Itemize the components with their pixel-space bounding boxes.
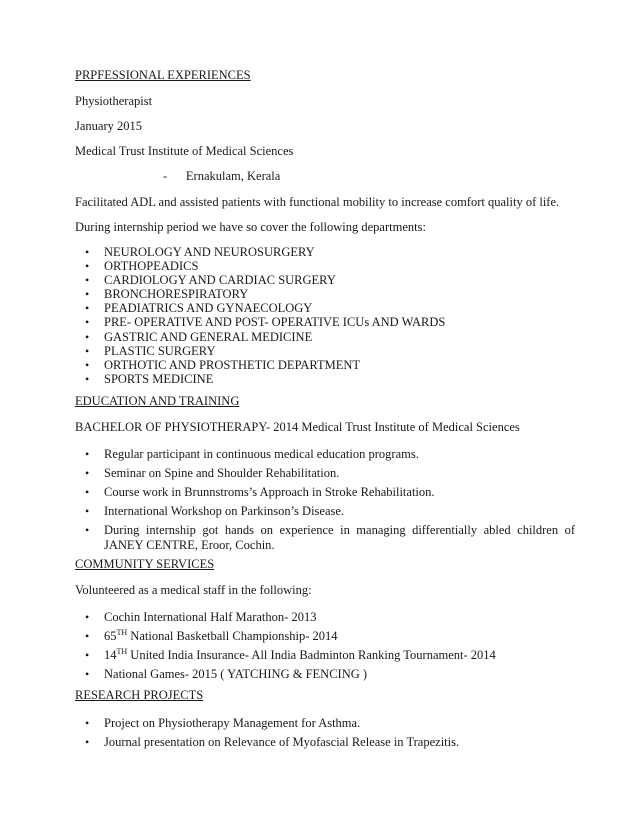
job-location: - Ernakulam, Kerala [163,169,281,183]
list-item: • BRONCHORESPIRATORY [75,287,575,301]
department-list [75,245,575,386]
list-item: • CARDIOLOGY AND CARDIAC SURGERY [75,273,575,287]
list-item: • ORTHOTIC AND PROSTHETIC DEPARTMENT [75,358,575,372]
list-item: • Project on Physiotherapy Management for Asthma. [75,716,575,731]
list-item: • Cochin International Half Marathon- 2013 [75,610,575,625]
section-heading-research: RESEARCH PROJECTS [75,687,204,702]
list-item: • SPORTS MEDICINE [75,372,575,386]
internship-intro: During internship period we have so cover the following departments: [75,220,426,234]
list-item: • Seminar on Spine and Shoulder Rehabilitation. [75,466,575,481]
list-item: • Journal presentation on Relevance of Myofascial Release in Trapezitis. [75,735,575,750]
education-list [75,447,575,553]
resume-page [75,68,575,758]
degree-line: BACHELOR OF PHYSIOTHERAPY- 2014 Medical Trust Institute of Medical Sciences [75,419,520,434]
list-item: • Course work in Brunnstroms’s Approach in Stroke Rehabilitation. [75,485,575,500]
list-item-text: United India Insurance- All India Badminton Ranking Tournament- 2014 [127,647,496,662]
research-list [75,716,575,750]
list-item: • ORTHOPEADICS [75,259,575,273]
ordinal-number: 14 [104,647,117,662]
list-item: • GASTRIC AND GENERAL MEDICINE [75,330,575,344]
list-item: • National Games- 2015 ( YATCHING & FENCING ) [75,667,575,682]
community-list [75,610,575,682]
list-item: • PLASTIC SURGERY [75,344,575,358]
section-heading-education: EDUCATION AND TRAINING [75,393,240,408]
ordinal-suffix: TH [116,627,128,637]
ordinal-number: 65 [104,628,117,643]
list-item: • Regular participant in continuous medical education programs. [75,447,575,462]
list-item [75,629,575,644]
community-intro: Volunteered as a medical staff in the following: [75,582,312,597]
ordinal-suffix: TH [116,646,128,656]
list-item-text: National Basketball Championship- 2014 [127,628,338,643]
job-summary: Facilitated ADL and assisted patients with functional mobility to increase comfort quality of life. [75,195,560,209]
list-item: • PEADIATRICS AND GYNAECOLOGY [75,301,575,315]
section-heading-community: COMMUNITY SERVICES [75,556,215,571]
list-item: • PRE- OPERATIVE AND POST- OPERATIVE ICUs AND WARDS [75,315,575,329]
list-item: • International Workshop on Parkinson’s Disease. [75,504,575,519]
job-institute: Medical Trust Institute of Medical Sciences [75,144,294,158]
list-item [75,648,575,663]
section-heading-experience: PRPFESSIONAL EXPERIENCES [75,68,251,82]
list-item: • NEUROLOGY AND NEUROSURGERY [75,245,575,259]
job-date: January 2015 [75,119,142,133]
job-role: Physiotherapist [75,94,153,108]
list-item: • During internship got hands on experience in managing differentially abled children of JANEY CENTRE, Eroor, Cochin. [75,523,575,553]
